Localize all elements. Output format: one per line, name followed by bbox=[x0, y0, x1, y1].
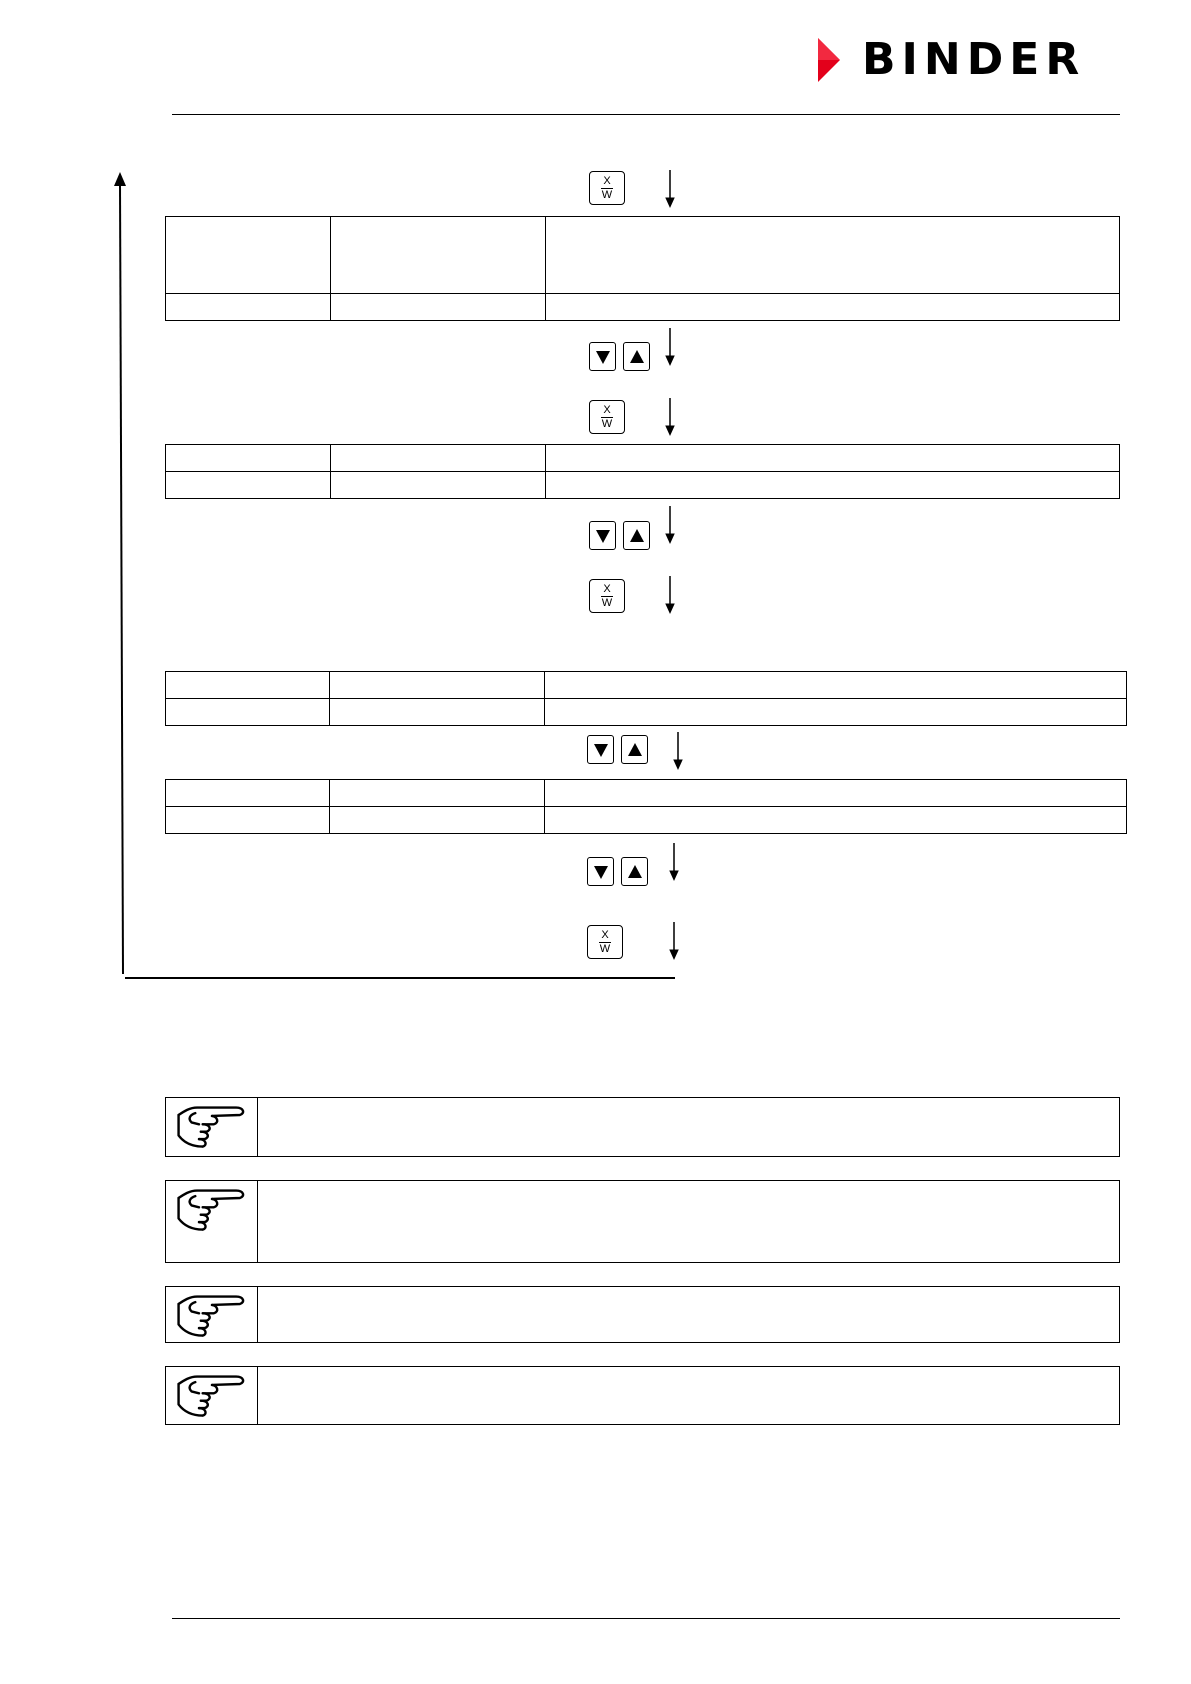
up-key[interactable] bbox=[623, 521, 650, 550]
triangle-down-icon bbox=[593, 864, 609, 880]
table-cell bbox=[330, 699, 545, 726]
xw-key[interactable] bbox=[589, 171, 625, 205]
parameter-table-4 bbox=[165, 779, 1127, 834]
note-icon-cell bbox=[166, 1367, 258, 1424]
xw-key-bottom-label: W bbox=[601, 188, 613, 201]
table-cell bbox=[331, 445, 546, 472]
brand-name: BINDER bbox=[862, 34, 1086, 85]
down-key[interactable] bbox=[587, 735, 614, 764]
up-key[interactable] bbox=[621, 857, 648, 886]
table-cell bbox=[166, 472, 331, 499]
table-row bbox=[166, 217, 1120, 294]
note-icon-cell bbox=[166, 1181, 258, 1262]
table-row bbox=[166, 294, 1120, 321]
table-cell bbox=[331, 294, 546, 321]
table-cell bbox=[166, 672, 330, 699]
flow-arrow-down-icon bbox=[668, 922, 680, 960]
table-cell bbox=[545, 807, 1127, 834]
xw-key[interactable] bbox=[589, 579, 625, 613]
table-row bbox=[166, 472, 1120, 499]
note-icon-cell bbox=[166, 1098, 258, 1156]
table-cell bbox=[166, 445, 331, 472]
table-cell bbox=[545, 699, 1127, 726]
note-text bbox=[258, 1367, 1119, 1424]
pointing-hand-icon bbox=[174, 1102, 250, 1154]
binder-logo-mark-icon bbox=[818, 38, 854, 82]
table-cell bbox=[331, 217, 546, 294]
table-cell bbox=[546, 217, 1120, 294]
parameter-table-1 bbox=[165, 216, 1120, 321]
down-key[interactable] bbox=[589, 521, 616, 550]
triangle-up-icon bbox=[629, 349, 645, 365]
note-box bbox=[165, 1097, 1120, 1157]
parameter-table-3 bbox=[165, 671, 1127, 726]
triangle-down-icon bbox=[593, 742, 609, 758]
flow-arrow-down-icon bbox=[672, 732, 684, 770]
flow-arrow-down-icon bbox=[668, 843, 680, 881]
xw-key-bottom-label: W bbox=[599, 942, 611, 955]
note-text bbox=[258, 1287, 1119, 1342]
flow-arrow-down-icon bbox=[664, 398, 676, 436]
table-cell bbox=[166, 780, 330, 807]
parameter-table-2 bbox=[165, 444, 1120, 499]
table-cell bbox=[330, 807, 545, 834]
xw-key[interactable] bbox=[589, 400, 625, 434]
triangle-up-icon bbox=[629, 528, 645, 544]
xw-key-top-label: X bbox=[603, 403, 611, 416]
table-cell bbox=[331, 472, 546, 499]
table-cell bbox=[330, 780, 545, 807]
table-cell bbox=[545, 672, 1127, 699]
table-cell bbox=[546, 472, 1120, 499]
triangle-up-icon bbox=[627, 742, 643, 758]
table-cell bbox=[166, 294, 331, 321]
note-box bbox=[165, 1180, 1120, 1263]
xw-key-bottom-label: W bbox=[601, 596, 613, 609]
pointing-hand-icon bbox=[174, 1291, 250, 1343]
xw-key-top-label: X bbox=[601, 928, 609, 941]
flow-arrow-down-icon bbox=[664, 576, 676, 614]
flow-arrow-down-icon bbox=[664, 506, 676, 544]
down-key[interactable] bbox=[589, 342, 616, 371]
down-key[interactable] bbox=[587, 857, 614, 886]
flow-arrow-down-icon bbox=[664, 170, 676, 208]
note-box bbox=[165, 1366, 1120, 1425]
triangle-up-icon bbox=[627, 864, 643, 880]
pointing-hand-icon bbox=[174, 1185, 250, 1237]
note-box bbox=[165, 1286, 1120, 1343]
table-row bbox=[166, 672, 1127, 699]
footer-rule bbox=[172, 1618, 1120, 1619]
table-row bbox=[166, 699, 1127, 726]
table-row bbox=[166, 807, 1127, 834]
table-cell bbox=[545, 780, 1127, 807]
pointing-hand-icon bbox=[174, 1371, 250, 1423]
table-cell bbox=[166, 699, 330, 726]
note-text bbox=[258, 1098, 1119, 1156]
xw-key-top-label: X bbox=[603, 174, 611, 187]
triangle-down-icon bbox=[595, 349, 611, 365]
header-rule bbox=[172, 114, 1120, 115]
up-key[interactable] bbox=[621, 735, 648, 764]
table-cell bbox=[546, 445, 1120, 472]
up-key[interactable] bbox=[623, 342, 650, 371]
brand-logo bbox=[818, 34, 1086, 85]
note-icon-cell bbox=[166, 1287, 258, 1342]
table-cell bbox=[166, 217, 331, 294]
table-row bbox=[166, 780, 1127, 807]
table-row bbox=[166, 445, 1120, 472]
xw-key[interactable] bbox=[587, 925, 623, 959]
flow-arrow-down-icon bbox=[664, 328, 676, 366]
triangle-down-icon bbox=[595, 528, 611, 544]
xw-key-bottom-label: W bbox=[601, 417, 613, 430]
note-text bbox=[258, 1181, 1119, 1262]
table-cell bbox=[166, 807, 330, 834]
table-cell bbox=[546, 294, 1120, 321]
table-cell bbox=[330, 672, 545, 699]
xw-key-top-label: X bbox=[603, 582, 611, 595]
